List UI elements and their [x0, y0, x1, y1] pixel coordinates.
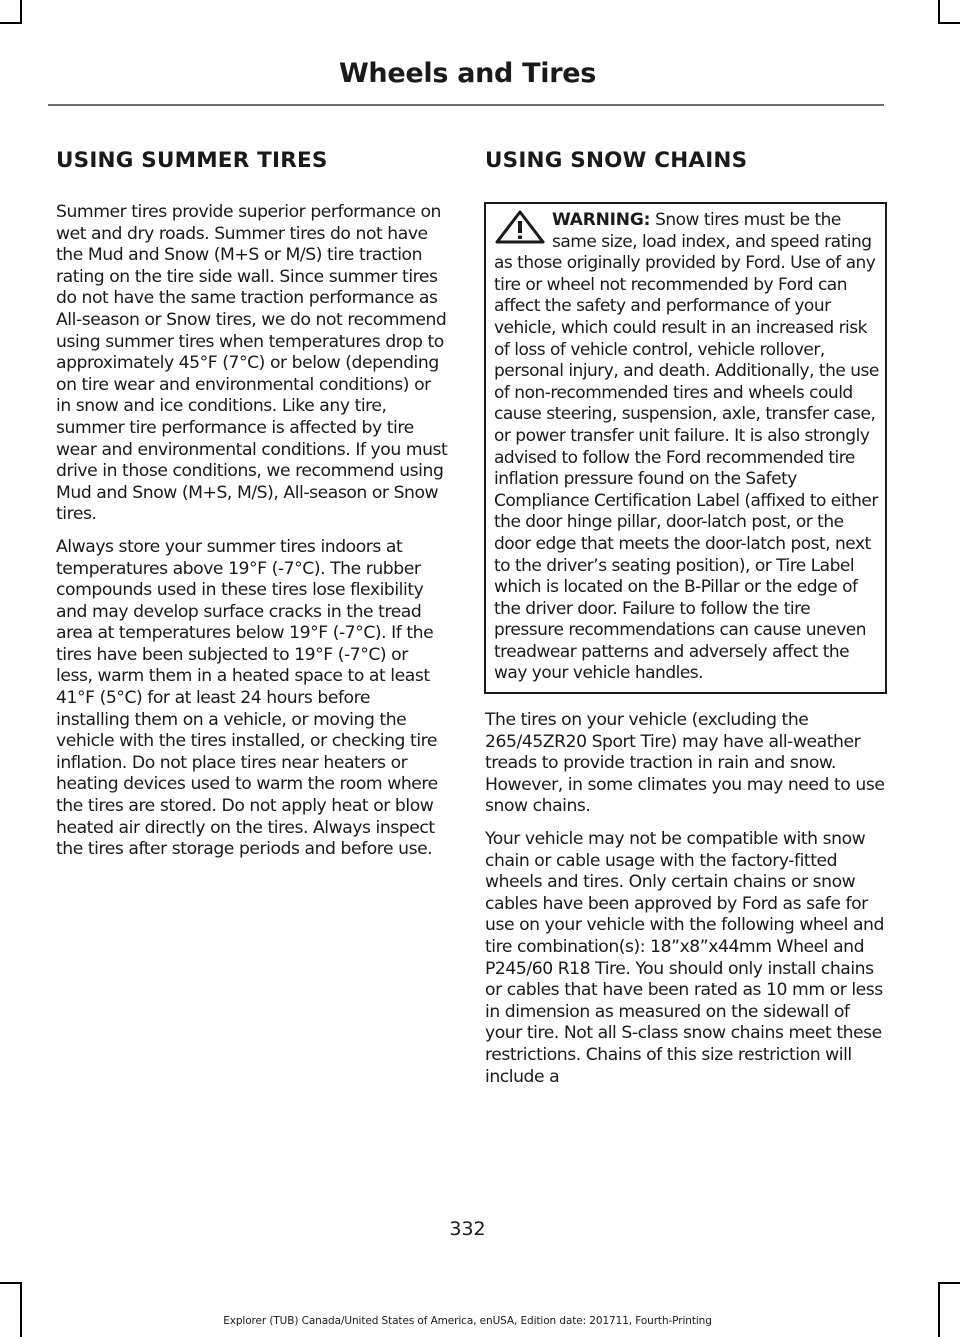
warning-body: Snow tires must be the same size, load index, and speed rating as those originally provided by Ford. Use of any tire or wheel not recommended by Ford can affect the safety and performance of your vehicle, which could result in an increased risk of loss of vehicle control, vehicle rollover, personal injury, and death. Additionally, the use of non-recommended tires and wheels could cause steering, suspension, axle, transfer case, or power transfer unit failure. It is also strongly advised to follow the Ford recommended tire inflation pressure found on the Safety Compliance Certification Label (affixed to either the door hinge pillar, door-latch post, or the door edge that meets the door-latch post, next to the driver’s seating position), or Tire Label which is located on the B-Pillar or the edge of the driver door. Failure to follow the tire pressure recommendations can cause uneven treadwear patterns and adversely affect the way your vehicle handles. — [494, 210, 879, 684]
snow-chains-paragraph-1: The tires on your vehicle (excluding the 265/45ZR20 Sport Tire) may have all-weather treads to provide traction in rain and snow. However, in some climates you may need to use snow chains. — [485, 710, 885, 817]
crop-mark — [0, 22, 22, 24]
right-column — [485, 146, 885, 1088]
header-divider — [48, 104, 884, 106]
section-title: Wheels and Tires — [338, 58, 597, 89]
snow-chains-body — [485, 710, 885, 1088]
crop-mark — [20, 0, 22, 24]
summer-tires-paragraph-2: Always store your summer tires indoors at temperatures above 19°F (-7°C). The rubber compounds used in these tires lose flexibility and may develop surface cracks in the tread area at temperatures below 19°F (-7°C). If the tires have been subjected to 19°F (-7°C) or less, warm them in a heated space to at least 41°F (5°C) for at least 24 hours before installing them on a vehicle, or moving the vehicle with the tires installed, or checking tire inflation. Do not place tires near heaters or heating devices used to warm the room where the tires are stored. Do not apply heat or blow heated air directly on the tires. Always inspect the tires after storage periods and before use. — [56, 536, 438, 860]
footer-edition: Explorer (TUB) Canada/United States of America, enUSA, Edition date: 201711, Fourth-Printing — [223, 1315, 712, 1327]
crop-mark — [0, 1282, 22, 1284]
summer-tires-heading: USING SUMMER TIRES — [56, 148, 328, 173]
crop-mark — [20, 1282, 22, 1337]
crop-mark — [938, 22, 960, 24]
page-number: 332 — [449, 1218, 486, 1240]
crop-mark — [938, 0, 940, 24]
warning-triangle-icon — [494, 210, 546, 244]
warning-box — [484, 202, 887, 694]
warning-label: WARNING: — [552, 210, 651, 230]
crop-mark — [938, 1282, 940, 1337]
crop-mark — [938, 1282, 960, 1284]
warning-text — [494, 210, 879, 685]
snow-chains-heading: USING SNOW CHAINS — [485, 148, 748, 173]
snow-chains-paragraph-2: Your vehicle may not be compatible with snow chain or cable usage with the factory-fitted wheels and tires. Only certain chains or snow cables have been approved by Ford as safe for use on your vehicle with the following wheel and tire combination(s): 18”x8”x44mm Wheel and P245/60 R18 Tire. You should only install chains or cables that have been rated as 10 mm or less in dimension as measured on the sidewall of your tire. Not all S-class snow chains meet these restrictions. Chains of this size restriction will include a — [485, 829, 884, 1087]
summer-tires-paragraph-1: Summer tires provide superior performance on wet and dry roads. Summer tires do not have the Mud and Snow (M+S or M/S) tire traction rating on the tire side wall. Since summer tires do not have the same traction performance as All-season or Snow tires, we do not recommend using summer tires when temperatures drop to approximately 45°F (7°C) or below (depending on tire wear and environmental conditions) or in snow and ice conditions. Like any tire, summer tire performance is affected by tire wear and environmental conditions. If you must drive in those conditions, we recommend using Mud and Snow (M+S, M/S), All-season or Snow tires. — [56, 202, 448, 525]
left-column — [56, 146, 448, 861]
